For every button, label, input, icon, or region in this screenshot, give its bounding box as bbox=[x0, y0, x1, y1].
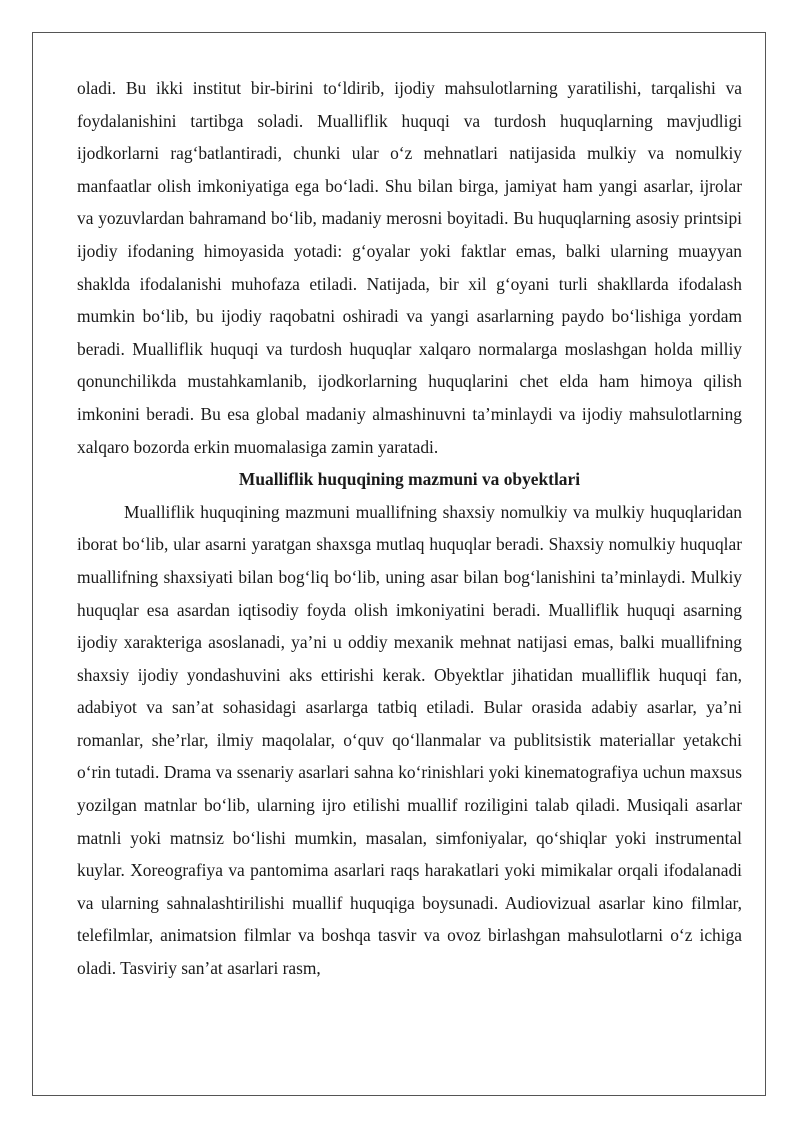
section-heading: Mualliflik huquqining mazmuni va obyektlari bbox=[238, 469, 581, 490]
document-body bbox=[77, 72, 742, 985]
body-paragraph: oladi. Bu ikki institut bir-birini to‘ldirib, ijodiy mahsulotlarning yaratilishi, tarqalishi va foydalanishini tartibga soladi. Mualliflik huquqi va turdosh huquqlarning mavjudligi ijodkorlarni rag‘batlantiradi, chunki ular o‘z mehnatlari natijasida mulkiy va nomulkiy manfaatlar olish imkoniyatiga ega bo‘ladi. Shu bilan birga, jamiyat ham yangi asarlar, ijrolar va yozuvlardan bahramand bo‘lib, madaniy merosni boyitadi. Bu huquqlarning asosiy printsipi ijodiy ifodaning himoyasida yotadi: g‘oyalar yoki faktlar emas, balki ularning muayyan shaklda ifodalanishi muhofaza etiladi. Natijada, bir xil g‘oyani turli shakllarda ifodalash mumkin bo‘lib, bu ijodiy raqobatni oshiradi va yangi asarlarning paydo bo‘lishiga yordam beradi. Mualliflik huquqi va turdosh huquqlar xalqaro normalarga moslashgan holda milliy qonunchilikda mustahkamlanib, ijodkorlarning huquqlarini chet elda ham himoya qilish imkonini beradi. Bu esa global madaniy almashinuvni ta’minlaydi va ijodiy mahsulotlarning xalqaro bozorda erkin muomalasiga zamin yaratadi. bbox=[77, 78, 742, 457]
body-paragraph: Mualliflik huquqining mazmuni muallifning shaxsiy nomulkiy va mulkiy huquqlaridan iborat bo‘lib, ular asarni yaratgan shaxsga mutlaq huquqlar beradi. Shaxsiy nomulkiy huquqlar muallifning shaxsiyati bilan bog‘liq bo‘lib, uning asar bilan bog‘lanishini ta’minlaydi. Mulkiy huquqlar esa asardan iqtisodiy foyda olish imkoniyatini beradi. Mualliflik huquqi asarning ijodiy xarakteriga asoslanadi, ya’ni u oddiy mexanik mehnat natijasi emas, balki muallifning shaxsiy ijodiy yondashuvini aks ettirishi kerak. Obyektlar jihatidan mualliflik huquqi fan, adabiyot va san’at sohasidagi asarlarga tatbiq etiladi. Bular orasida adabiy asarlar, ya’ni romanlar, she’rlar, ilmiy maqolalar, o‘quv qo‘llanmalar va publitsistik materiallar yetakchi o‘rin tutadi. Drama va ssenariy asarlari sahna ko‘rinishlari yoki kinematografiya uchun maxsus yozilgan matnlar bo‘lib, ularning ijro etilishi muallif roziligini talab qiladi. Musiqali asarlar matnli yoki matnsiz bo‘lishi mumkin, masalan, simfoniyalar, qo‘shiqlar yoki instrumental kuylar. Xoreografiya va pantomima asarlari raqs harakatlari yoki mimikalar orqali ifodalanadi va ularning sahnalashtirilishi muallif huquqiga boysunadi. Audiovizual asarlar kino filmlar, telefilmlar, animatsion filmlar va boshqa tasvir va ovoz birlashgan mahsulotlarni o‘z ichiga oladi. Tasviriy san’at asarlari rasm, bbox=[77, 501, 742, 979]
